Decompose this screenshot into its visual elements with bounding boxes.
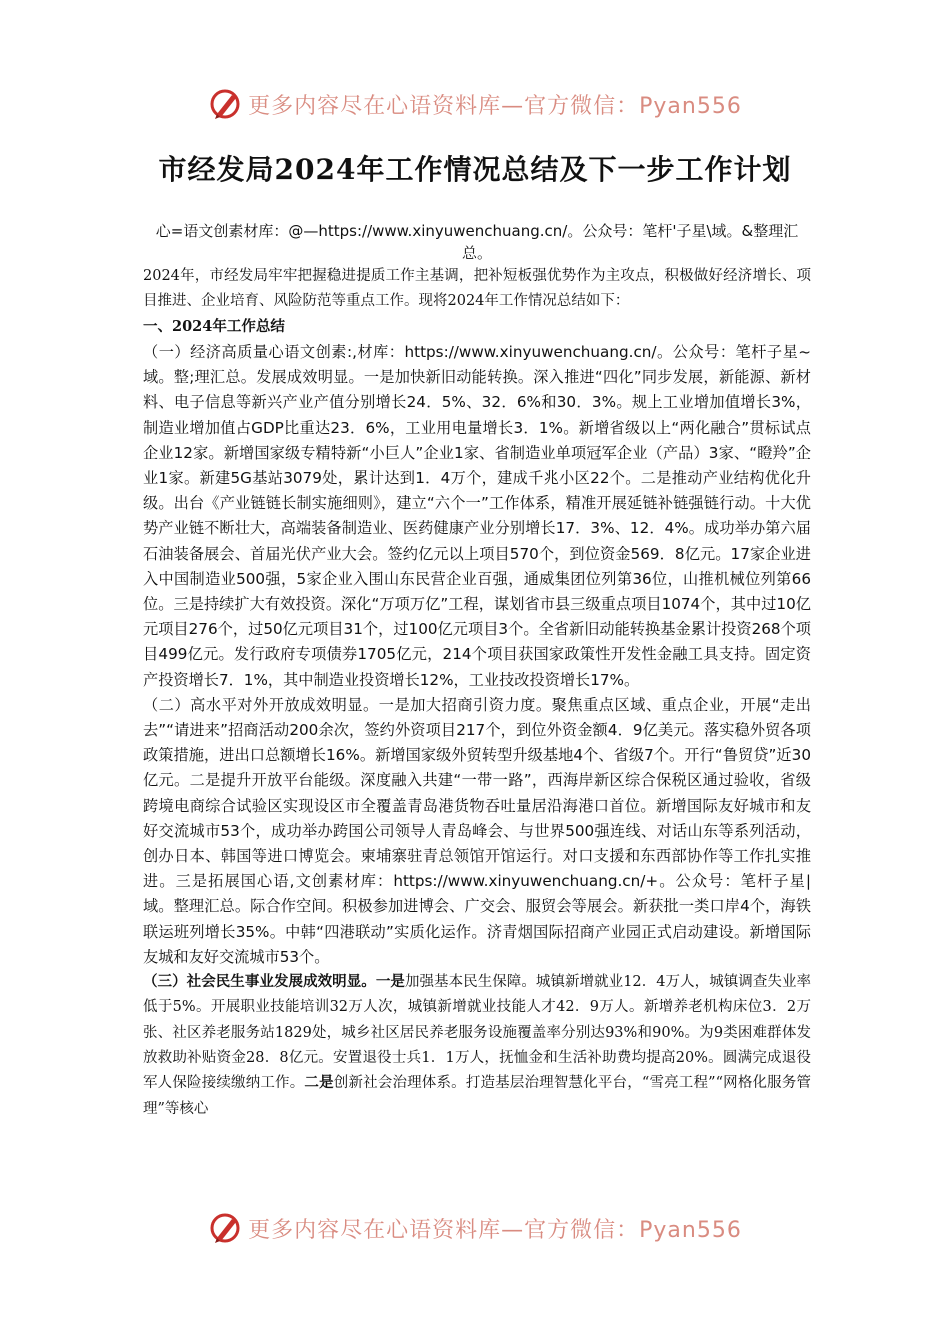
intro-paragraph: 2024年，市经发局牢牢把握稳进提质工作主基调，把补短板强优势作为主攻点，积极做好经济增长、项目推进、企业培育、风险防范等重点工作。现将2024年工作情况总结如下： [143, 268, 811, 309]
paragraph-livelihood-wrapper [143, 970, 812, 1117]
watermark-banner-bottom [0, 1206, 950, 1250]
watermark-text: 更多内容尽在心语资料库—官方微信：Pyan556 [248, 93, 742, 119]
paragraph-livelihood-lead: （三）社会民生事业发展成效明显。一是 [143, 974, 405, 991]
paragraph-livelihood-lead2: 二是 [304, 1075, 334, 1092]
section-heading: 一、2024年工作总结 [143, 318, 285, 335]
pen-logo-icon [208, 87, 242, 121]
pen-logo-icon [208, 1211, 242, 1245]
paragraph-livelihood-body2: 创新社会治理体系。打造基层治理智慧化平台，“雪亮工程”“网格化服务管理”等核心 [143, 1075, 812, 1117]
watermark-banner-top [0, 82, 950, 126]
source-note: 心=语文创素材库：@—https://www.xinyuwenchuang.cn/。公众号：笔杆'子星\域。&整理汇总。 [155, 222, 799, 262]
paragraph-opening-up: （二）高水平对外开放成效明显。一是加大招商引资力度。聚焦重点区域、重点企业，开展“走出去”“请进来”招商活动200余次，签约外资项目217个，到位外资金额4．9亿美元。落实稳外贸各项政策措施，进出口总额增长16%。新增国家级外贸转型升级基地4个、省级7个。开行“鲁贸贷”近30亿元。二是提升开放平台能级。深度融入共建“一带一路”，西海岸新区综合保税区通过验收，省级跨境电商综合试验区实现设区市全覆盖青岛港货物吞吐量居沿海港口首位。新增国际友好城市和友好交流城市53个，成功举办跨国公司领导人青岛峰会、与世界500强连线、对话山东等系列活动，创办日本、韩国等进口博览会。柬埔寨驻青总领馆开馆运行。对口支援和东西部协作等工作扎实推进。三是拓展国心语,文创素材库：https://www.xinyuwenchuang.cn/+。公众号：笔杆子星|域。整理汇总。际合作空间。积极参加进博会、广交会、服贸会等展会。新获批一类口岸4个，海铁联运班列增长35%。中韩“四港联动”实质化运作。济青烟国际招商产业园正式启动建设。新增国际友城和友好交流城市53个。 [143, 695, 811, 966]
paragraph-economy: （一）经济高质量心语文创素:,材库：https://www.xinyuwenchuang.cn/。公众号：笔杆子星~域。整;理汇总。发展成效明显。一是加快新旧动能转换。深入推进“四化”同步发展，新能源、新材料、电子信息等新兴产业产值分别增长24．5%、32．6%和30．3%。规上工业增加值增长3%，制造业增加值占GDP比重达23．6%，工业用电量增长3．1%。新增省级以上“两化融合”贯标试点企业12家。新增国家级专精特新“小巨人”企业1家、省制造业单项冠军企业（产品）3家、“瞪羚”企业1家。新建5G基站3079处，累计达到1．4万个，建成千兆小区22个。二是推动产业结构优化升级。出台《产业链链长制实施细则》，建立“六个一”工作体系，精准开展延链补链强链行动。十大优势产业链不断壮大，高端装备制造业、医药健康产业分别增长17．3%、12．4%。成功举办第六届石油装备展会、首届光伏产业大会。签约亿元以上项目570个，到位资金569．8亿元。17家企业进入中国制造业500强，5家企业入围山东民营企业百强，通威集团位列第36位，山推机械位列第66位。三是持续扩大有效投资。深化“万项万亿”工程，谋划省市县三级重点项目1074个，其中过10亿元项目276个，过50亿元项目31个，过100亿元项目3个。全省新旧动能转换基金累计投资268个项目499亿元。发行政府专项债券1705亿元，214个项目获国家政策性开发性金融工具支持。固定资产投资增长7．1%，其中制造业投资增长12%，工业技改投资增长17%。 [143, 343, 811, 689]
paragraph-livelihood [143, 970, 811, 1122]
watermark-text: 更多内容尽在心语资料库—官方微信：Pyan556 [248, 1217, 742, 1243]
paragraph-livelihood-body: 加强基本民生保障。城镇新增就业12．4万人，城镇调查失业率低于5%。开展职业技能培训32万人次，城镇新增就业技能人才42．9万人。新增养老机构床位3．2万张、社区养老服务站1829处，城乡社区居民养老服务设施覆盖率分别达93%和90%。为9类困难群体发放救助补贴资金28．8亿元。安置退役士兵1．1万人，抚恤金和生活补助费均提高20%。圆满完成退役军人保险接续缴纳工作。 [143, 974, 811, 1092]
document-title: 市经发局2024年工作情况总结及下一步工作计划 [158, 153, 792, 186]
document-body [143, 220, 812, 1117]
